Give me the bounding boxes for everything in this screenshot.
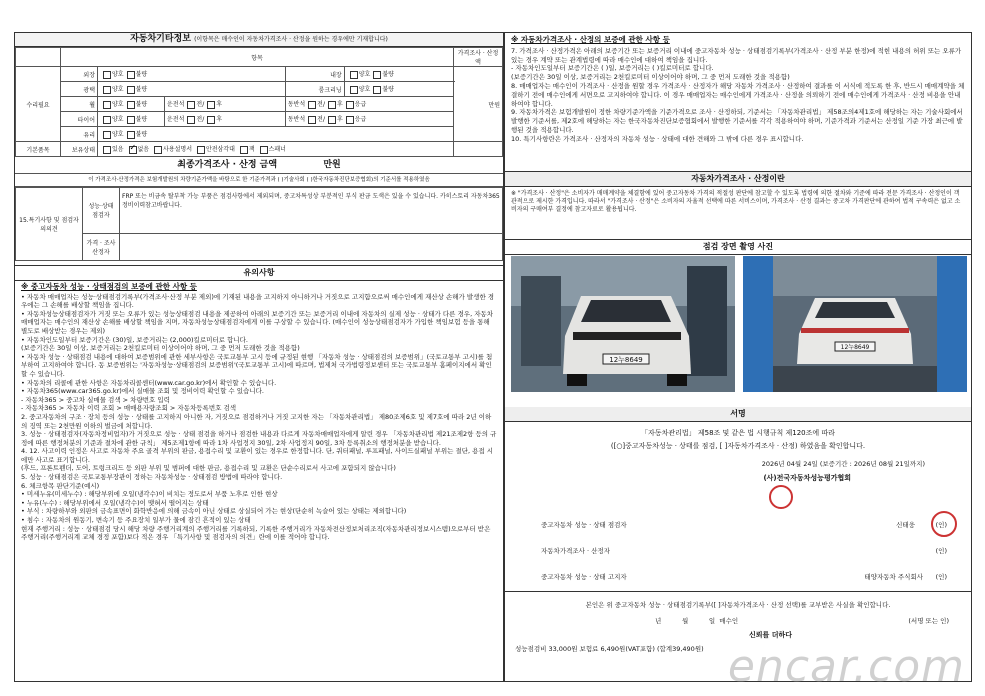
other-info-header bbox=[15, 33, 503, 47]
glass-label: 유리 bbox=[61, 127, 98, 142]
caution-item: • 침수 : 자동차의 원동기, 변속기 등 주요장치 일부가 물에 잠긴 흔적이 있는 상태 bbox=[21, 516, 251, 525]
special-notes-table bbox=[15, 187, 503, 261]
caution-item: • 자동차 매매업자는 성능·상태점검기록부(가격조사·산정 부분 제외)에 기재된 내용을 고지하지 아니하거나 거짓으로 고지함으로써 매수인에게 재산상 손해가 발생한 경우에는 그 손해를 배상할 책임을 집니다. bbox=[21, 292, 495, 310]
checkbox[interactable] bbox=[207, 101, 215, 109]
inspection-record-page bbox=[14, 32, 972, 682]
checkbox[interactable] bbox=[308, 116, 316, 124]
caution-item: • 부식 : 차량하부와 외판의 금속표면이 화학반응에 의해 금속이 아닌 상태로 상실되어 가는 현상(단순히 녹슬어 있는 상태는 제외합니다) bbox=[21, 507, 407, 516]
caution-item: • 자동차인도일부터 보증기간은 (30)일, 보증거리는 (2,000)킬로미터로 합니다. bbox=[21, 335, 248, 344]
warranty-title: ※ 중고자동차 성능 · 상태점검의 보증에 관한 사항 등 bbox=[21, 282, 197, 291]
signature-confirm-line: ([○]중고자동차성능 · 상태를 점검, [ ]자동차가격조사 · 산정) 하였음을 확인합니다. bbox=[610, 442, 866, 450]
inspector-seal-icon bbox=[931, 511, 957, 537]
license-plate-text: 12누8649 bbox=[609, 356, 643, 364]
rear-photo bbox=[743, 256, 967, 392]
other-info-note: (이항목은 매수인이 자동차가격조사 · 산정을 원하는 경우에만 기재합니다) bbox=[194, 36, 388, 43]
checkbox[interactable] bbox=[127, 131, 135, 139]
watermark-logo: encar.com bbox=[727, 641, 965, 692]
trust-slogan: 신뢰를 더하다 bbox=[749, 631, 793, 639]
price-warranty-item: 9. 자동차가격은 보험개발원이 정한 차량기준가액을 기준가격으로 조사 · 산정하되, 기준서는 「자동차관리법」 제58조의4제1호에 해당하는 자는 기술사회에서 발행한 기준서를, 제2호에 해당하는 자는 한국자동차진단보증협회에서 발행한 기준서를 각각 적용하여야 하며, 기준가격과 기준서는 산정일 기준 가장 최근에 발행된 것을 적용합니다. bbox=[511, 108, 963, 134]
won-unit: 만원 bbox=[454, 67, 503, 142]
right-column bbox=[504, 32, 972, 682]
price-warranty-item: 10. 특기사항란은 가격조사 · 산정자의 자동차 성능 · 상태에 대한 견해와 그 밖에 다른 경우 표시합니다. bbox=[511, 134, 804, 143]
signature-date: 2026년 04월 24일 (보증기간 : 2026년 08월 21일까지) bbox=[761, 460, 925, 468]
checkbox[interactable] bbox=[197, 146, 205, 154]
repair-table: 항목 가격조사 · 산정액 수리필요 외장 양호 불량 내장 양호 불량 만원 광택 양호 불량 룸크리닝 양호 불량 휠 양호 불량 운전석 전/ 후 동반석 전/ 후 응급 타이어 양호 불량 운전석 전/ 후 동반석 전/ 후 응급 유리 양호 불량 기본품목 보유상태 있음 ✓ 없음 사용설명서 안전삼각대 잭 스패너 bbox=[15, 47, 503, 157]
inspector-name: 신태웅 bbox=[896, 521, 915, 529]
wheel-label: 휠 bbox=[61, 97, 98, 112]
caution-item: 6. 체크항목 판단기준(예시) bbox=[21, 481, 100, 490]
own-status-label: 보유상태 bbox=[61, 142, 98, 157]
tire-label: 타이어 bbox=[61, 112, 98, 127]
left-column bbox=[14, 32, 504, 682]
caution-item: • 자동차성능상태점검자가 거짓 또는 오류가 있는 성능상태점검 내용을 제공하여 아래의 보증기간 또는 보증거리 이내에 자동차의 실제 성능 · 상태가 다른 경우, 자동차매매업자는 매수인의 재산상 손해를 배상할 책임을 지며, 자동차성능상태점검자에게 이를 구상할 수 있습니다. (매수인이 성능상태점검자가 가입한 책임보험 등을 통해 별도로 배상받는 경우는 제외) bbox=[21, 309, 494, 335]
inspector-opinion-text: FRP 또는 비금속 탈부착 가능 부품은 점검사항에서 제외되며, 중고차특성상 부분적인 부식 판금 도색은 있을 수 있습니다. 카히스토리 자동차365 정비이력참고바랍니다. bbox=[120, 188, 503, 234]
appraiser-opinion-label: 가격 · 조사 산정자 bbox=[83, 233, 120, 260]
car-front-image bbox=[511, 256, 735, 392]
checkbox[interactable] bbox=[103, 146, 111, 154]
other-info-title: 자동차기타정보 bbox=[130, 34, 191, 44]
checkbox[interactable] bbox=[127, 86, 135, 94]
checkbox[interactable] bbox=[350, 71, 358, 79]
checkbox[interactable] bbox=[346, 116, 354, 124]
checkbox[interactable] bbox=[103, 101, 111, 109]
caution-item: 4. 12. 사고이력 인정은 사고로 자동차 주요 골격 부위의 판금, 용접수리 및 교환이 있는 경우로 한정합니다. 단, 쿼터패널, 루프패널, 사이드실패널 부위는 절단, 용접 시에만 사고로 표기합니다. bbox=[21, 447, 494, 464]
exterior-label: 외장 bbox=[61, 67, 98, 82]
checkbox[interactable] bbox=[346, 101, 354, 109]
checkbox[interactable] bbox=[127, 101, 135, 109]
caution-item: - 자동차365 > 자동차 이력 조회 > 매매용자량조회 > 자동차등록번호 검색 bbox=[21, 404, 237, 413]
checkbox[interactable] bbox=[103, 131, 111, 139]
signature-law-line: 「자동차관리법」 제58조 및 같은 법 시행규칙 제120조에 따라 bbox=[641, 429, 835, 437]
association-name: (사)전국자동차성능평가협회 bbox=[763, 474, 851, 482]
caution-item: • 자동차365(www.car365.go.kr)에서 실매물 조회 및 정비이력 확인할 수 있습니다. bbox=[21, 387, 264, 396]
caution-item: 2. 중고자동차의 구조 · 장치 등의 성능 · 상태를 고지하지 아니한 자, 거짓으로 점검하거나 거짓 고지한 자는 「자동차관리법」 제80조제6호 및 제7호에 따라 2년 이하의 징역 또는 2천만원 이하의 벌금에 처합니다. bbox=[21, 412, 492, 430]
checkbox[interactable] bbox=[240, 146, 248, 154]
final-price-row: 최종가격조사 · 산정 금액 만원 bbox=[15, 157, 503, 174]
checkbox[interactable] bbox=[308, 101, 316, 109]
caution-item: • 자동차 성능 · 상태점검 내용에 대하여 보증범위에 관한 세부사항은 국토교통부 고시 등에 규정된 현행 「자동차 성능 · 상태점검의 보증범위」(국토교통부 고시)를 첨부하여 고지하여야 합니다. 동 보증범위는 '자동차성능·상태점검의 보증범위'(국토교통부 고시)에 따르며, 법제처 국가법령정보센터 또는 국토교통부 홈페이지에서 확인할 수 있습니다. bbox=[21, 352, 493, 378]
caution-title: 유의사항 bbox=[15, 265, 503, 281]
inspector-opinion-label: 성능·상태 점검자 bbox=[83, 188, 120, 234]
caution-item: • 미세누유(미세누수) : 해당부위에 오일(냉각수)이 비치는 정도로서 부품 노후로 인한 현상 bbox=[21, 490, 278, 499]
inspector-sign-row: 중고자동차 성능 · 상태 점검자 신태웅 (인) bbox=[541, 521, 947, 529]
checkbox[interactable] bbox=[207, 116, 215, 124]
checkbox[interactable] bbox=[373, 71, 381, 79]
receipt-line: 본인은 위 중고자동차 성능 · 상태점검기록부([ ]자동차가격조사 · 산정 선택)를 교부받은 사실을 확인합니다. bbox=[585, 601, 891, 609]
special-notes-label: 15.특기사항 및 점검자의의견 bbox=[16, 188, 83, 261]
interior-label: 내장 bbox=[285, 67, 344, 82]
caution-item: (보증기간은 30일 이상, 보증거리는 2천킬로미터 이상이어야 하며, 그 중 먼저 도래한 것을 적용함) bbox=[21, 344, 300, 353]
caution-item: • 누유(누수) : 해당부위에서 오일(냉각수)이 맺혀서 떨어지는 상태 bbox=[21, 498, 209, 507]
price-header: 가격조사 · 산정액 bbox=[454, 48, 503, 67]
caution-item: 5. 성능 · 상태점검은 국토교통부장관이 정하는 자동차성능 · 상태점검 방법에 따라야 합니다. bbox=[21, 473, 283, 482]
price-warranty-item: - 자동차인도일부터 보증기간은 ( )일, 보증거리는 ( )킬로미터로 합니다. bbox=[511, 64, 714, 73]
photo-section bbox=[505, 239, 971, 409]
price-warranty-item: 7. 가격조사 · 산정가격은 아래의 보증기간 또는 보증거리 이내에 중고자동차 성능 · 상태점검기록부(가격조사 · 산정 부분 한정)에 적힌 내용의 허위 또는 오류가 있는 경우 계약 또는 관계법령에 따라 매수인에 대하여 책임을 집니다. bbox=[511, 46, 962, 64]
front-photo bbox=[511, 256, 735, 392]
inspection-fee: 성능점검비 33,000원 보험료 6,490원(VAT포함) (합계39,490원) bbox=[515, 645, 704, 653]
basic-items-label: 기본품목 bbox=[16, 142, 61, 157]
checkbox[interactable] bbox=[328, 101, 336, 109]
checkbox[interactable] bbox=[103, 116, 111, 124]
checkbox[interactable] bbox=[154, 146, 162, 154]
caution-item: 현재 주행거리 : 성능 · 상태점검 당시 해당 차량 주행거리계의 주행거리를 기록하되, 기록한 주행거리가 자동차전산정보처리조직(자동차관리정보시스템)으로부터 받은 주행거리(주행거리계 교체 경정 포함)보다 적은 경우 「특기사항 및 점검자의 의견」란에 이를 적어야 합니다. bbox=[21, 524, 491, 542]
caution-item: 3. 성능 · 상태점검자(자동차정비업자)가 거짓으로 성능 · 상태 점검을 하거나 점검한 내용과 다르게 자동차매매업자에게 알린 경우 「자동차관리법 제21조제2항 등의 규정에 따른 행정처분의 기준과 절차에 관한 규칙」 제5조제1항에 따라 1차 사업정지 30일, 2차 사업정지 90일, 3차 등록취소의 행정처분을 받습니다. bbox=[21, 430, 497, 447]
checked-checkbox[interactable] bbox=[129, 146, 137, 154]
caution-item: (후드, 프론트펜더, 도어, 트렁크리드 등 외판 부위 및 범퍼에 대한 판금, 용접수리 및 교환은 단순수리로서 사고에 포함되지 않습니다) bbox=[21, 464, 396, 473]
price-warranty-title: ※ 자동차가격조사 · 산정의 보증에 관한 사항 등 bbox=[511, 35, 670, 44]
checkbox[interactable] bbox=[187, 101, 195, 109]
price-warranty-item: 8. 매매업자는 매수인이 가격조사 · 산정을 원할 경우 가격조사 · 산정자가 해당 자동차 가격조사 · 산정하여 결과를 이 서식에 적도록 한 후, 반드시 매매계약을 체결하기 전에 매수인에게 서면으로 고지하여야 합니다. 이 경우 매매업자는 매수인에게 가격조사 · 산정을 의뢰하기 전에 매수인에게 가격조사 · 산정 비용을 안내하여야 합니다. bbox=[511, 81, 965, 108]
checkbox[interactable] bbox=[373, 86, 381, 94]
item-header: 항목 bbox=[61, 48, 454, 67]
checkbox[interactable] bbox=[328, 116, 336, 124]
checkbox[interactable] bbox=[103, 71, 111, 79]
gloss-label: 광택 bbox=[61, 82, 98, 97]
checkbox[interactable] bbox=[260, 146, 268, 154]
price-warranty-item: (보증기간은 30일 이상, 보증거리는 2천킬로미터 이상이어야 하며, 그 중 먼저 도래한 것을 적용함) bbox=[511, 73, 790, 82]
notifier-sign-row: 중고자동차 성능 · 상태 고지자 태양자동차 주식회사 (인) bbox=[541, 573, 947, 581]
checkbox[interactable] bbox=[350, 86, 358, 94]
notifier-name: 태양자동차 주식회사 bbox=[864, 573, 923, 581]
meaning-title: 자동차가격조사 · 산정이란 bbox=[505, 171, 971, 187]
caution-item: - 자동차365 > 중고차 실매물 검색 > 차량번호 입력 bbox=[21, 395, 170, 404]
price-warranty-section bbox=[505, 33, 971, 171]
license-plate-text: 12누8649 bbox=[840, 344, 870, 351]
checkbox[interactable] bbox=[103, 86, 111, 94]
car-rear-image bbox=[743, 256, 967, 392]
buyer-sign-field: (서명 또는 인) bbox=[908, 617, 949, 625]
association-seal-icon bbox=[769, 485, 793, 509]
signature-title: 서명 bbox=[505, 407, 971, 422]
checkbox[interactable] bbox=[127, 116, 135, 124]
checkbox[interactable] bbox=[127, 71, 135, 79]
appraiser-sign-row: 자동차가격조사 · 산정자 (인) bbox=[541, 547, 947, 555]
price-basis-note: 이 가격조사·산정가격은 보험개발원의 차량기준가액을 바탕으로 한 기준가격과 ( )기술사회 ( )한국자동차진단보증협회)의 기준서를 적용하였음 bbox=[15, 174, 503, 187]
meaning-text: ※ "가격조사 · 산정"은 소비자가 매매계약을 체결함에 있어 중고자동차 가격의 적절성 판단에 참고할 수 있도록 법령에 의한 절차와 기준에 따라 전문 가격조사 · 산정인이 객관적으로 제시한 가격입니다. 따라서 "가격조사 · 산정"은 소비자의 자율적 선택에 따른 서비스이며, 가격조사 · 산정 결과는 중고차 가격판단에 관하여 법적 구속력은 없고 소비자의 구매여부 결정에 참고자료로 활용됩니다. bbox=[511, 190, 961, 214]
room-cleaning-label: 룸크리닝 bbox=[285, 82, 344, 97]
repair-group-label: 수리필요 bbox=[16, 67, 61, 142]
caution-body bbox=[15, 281, 503, 544]
caution-item: • 자동차의 리콜에 관한 사항은 자동차리콜센터(www.car.go.kr)에서 확인할 수 있습니다. bbox=[21, 378, 277, 387]
checkbox[interactable] bbox=[187, 116, 195, 124]
photo-title: 점검 장면 촬영 사진 bbox=[505, 240, 971, 255]
buyer-date-line: 년 월 일 매수인 bbox=[655, 617, 739, 625]
